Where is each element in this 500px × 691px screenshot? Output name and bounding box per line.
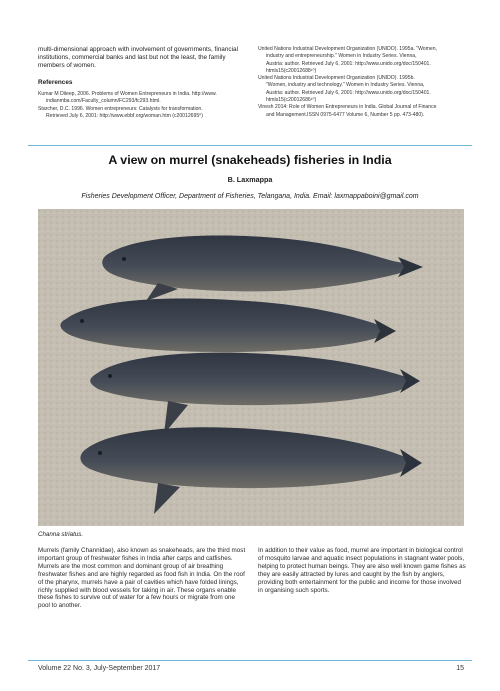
- body-paragraph: Murrels (family Channidae), also known as snakeheads, are the third most important group of freshwater fishes in India after carps and catfishes. Murrels are the most common and dominant group of air breathing freshwater fishes and are highly regarded as food fish in India. On the roof of the pharynx, murrels have a pair of cavities which have folded linings, richly supplied with blood vessels for taking in air. These organs enable these fishes to survive out of water for a few hours or migrate from one pool to another.: [38, 547, 246, 610]
- previous-article-closing-text: multi-dimensional approach with involvement of governments, financial institutions, commercial banks and last but not the least, the family members of women.: [38, 46, 238, 70]
- reference-entry: United Nations Industrial Development Organization (UNIDO). 1995b. "Women, industry and technology." Women in Industry Series. Vienna, Austria: author. Retrieved July 6, 2001: http://www.unido.org/doc/150401. htmls15(c20012686¹⁰): [258, 75, 431, 104]
- reference-entry: Starcher, D.C. 1996. Women entrepreneurs: Catalysts for transformation. Retrieved July 6, 2001: http://www.ebbf.org/woman.htm (c20012695⁰): [38, 105, 203, 119]
- previous-article-right-column: [258, 46, 468, 119]
- photo-caption: Channa striatus.: [38, 531, 84, 538]
- references-heading: References: [38, 78, 73, 86]
- article-body-right-column: [258, 547, 466, 594]
- murrel-fish-illustration: [38, 209, 464, 526]
- page-number: 15: [456, 665, 464, 672]
- fish-photograph: [38, 209, 464, 526]
- article-body-left-column: [38, 547, 248, 610]
- reference-entry: Vinesh 2014: Role of Women Entrepreneurs in India. Global Journal of Finance and Management.ISSN 0975-6477 Volume 6, Number 5 pp. 473-480).: [258, 104, 437, 118]
- article-author: B. Laxmappa: [227, 175, 273, 184]
- body-paragraph: In addition to their value as food, murrel are important in biological control of mosquito larvae and aquatic insect populations in stagnant water pools, helping to protect human beings. They are also well known game fishes as they are easily attracted by lures and caught by the fish by anglers, providing both entertainment for the public and income for those involved in organising such sports.: [258, 547, 466, 594]
- section-divider: [28, 145, 472, 146]
- reference-entry: Kumar M Dileep, 2006. Problems of Women Entrepreneurs in India. http://www. indianmba.com/Faculty_column/FC293/fc293.html.: [38, 90, 217, 104]
- footer-divider: [28, 660, 472, 661]
- reference-entry: United Nations Industrial Development Organization (UNIDO). 1995a. "Women, industry and entrepreneurship." Women in Industry Series. Vienna, Austria: author. Retrieved July 6, 2001: http://www.unido.org/doc/150401. htmls15(c20012688¹⁰): [258, 46, 437, 74]
- issue-info: Volume 22 No. 3, July-September 2017: [38, 665, 161, 672]
- article-title: A view on murrel (snakeheads) fisheries in India: [108, 153, 392, 167]
- previous-article-left-column: [38, 46, 248, 121]
- author-affiliation: Fisheries Development Officer, Department of Fisheries, Telangana, India. Email: laxmappaboini@gmail.com: [81, 193, 419, 200]
